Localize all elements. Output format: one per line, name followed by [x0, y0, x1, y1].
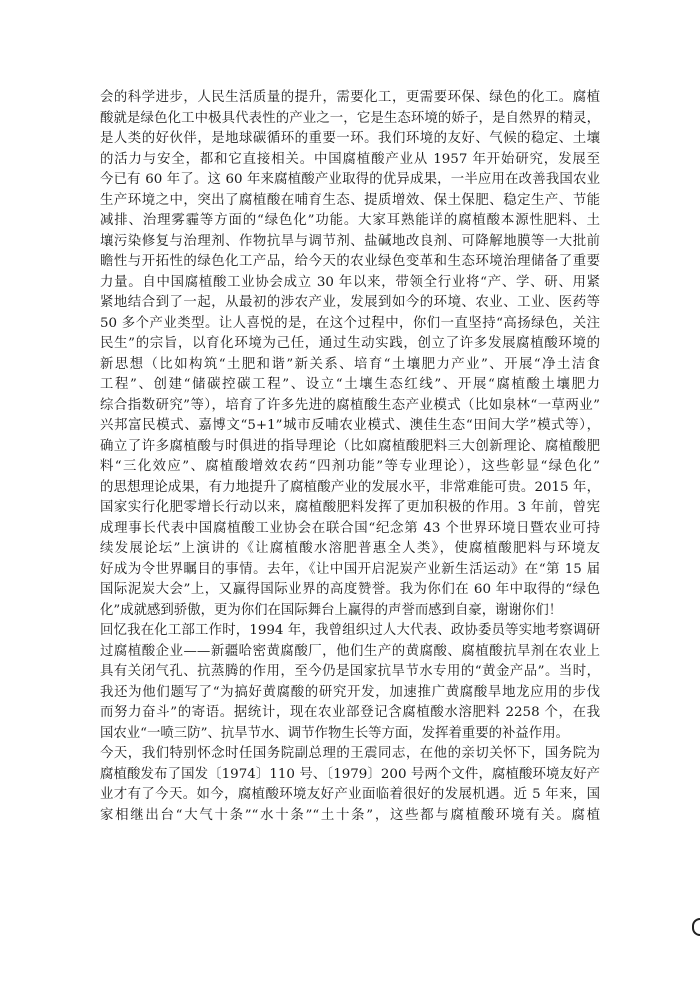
text-line: 腐植酸发布了国发〔1974〕110 号、〔1979〕200 号两个文件，腐植酸环境友好产	[100, 766, 600, 782]
text-line: 瞻性与开拓性的绿色化工产品，给今天的农业绿色变革和生态环境治理储备了重要	[100, 254, 600, 269]
text-line: 具有关闭气孔、抗蒸腾的作用，至今仍是国家抗旱节水专用的“黄金产品”。当时，	[100, 664, 600, 679]
text-line: 我还为他们题写了“为搞好黄腐酸的研究开发，加速推广黄腐酸旱地龙应用的步伐	[100, 684, 600, 700]
text-line: 成理事长代表中国腐植酸工业协会在联合国“纪念第 43 个世界环境日暨农业可持	[100, 520, 600, 536]
text-line: 回忆我在化工部工作时，1994 年，我曾组织过人大代表、政协委员等实地考察调研	[100, 623, 600, 638]
text-line: 国农业“一喷三防”、抗旱节水、调节作物生长等方面，发挥着重要的补益作用。	[100, 725, 569, 741]
text-line: 今已有 60 年了。这 60 年来腐植酸产业取得的优异成果，一半应用在改善我国农业	[100, 172, 600, 187]
text-line: 减排、治理雾霾等方面的“绿色化”功能。大家耳熟能详的腐植酸本源性肥料、土	[100, 213, 600, 228]
text-line: 综合指数研究”等），培育了许多先进的腐植酸生态产业模式（比如泉林“一草两业”	[100, 397, 600, 413]
text-line: 生产环境之中，突出了腐植酸在哺育生态、提质增效、保土保肥、稳定生产、节能	[100, 192, 600, 208]
text-line: 酸就是绿色化工中极具代表性的产业之一，它是生态环境的娇子，是自然界的精灵，	[100, 110, 600, 126]
text-line: 国际泥炭大会”上，又赢得国际业界的高度赞誉。我为你们在 60 年中取得的“绿色	[100, 582, 600, 597]
text-line: 好成为令世界瞩目的事情。去年，《让中国开启泥炭产业新生活运动》在“第 15 届	[100, 561, 600, 577]
text-line: 家相继出台“大气十条”“水十条”“土十条”，这些都与腐植酸环境有关。腐植	[100, 807, 600, 823]
text-line: 料“三化效应”、腐植酸增效农药“四剂功能”等专业理论），这些彰显“绿色化”	[100, 459, 600, 474]
text-line: 化”成就感到骄傲，更为你们在国际舞台上赢得的声誉而感到自豪，谢谢你们！	[100, 602, 563, 618]
text-line: 50 多个产业类型。让人喜悦的是，在这个过程中，你们一直坚持“高扬绿色，关注	[100, 315, 600, 331]
text-line: 业才有了今天。如今，腐植酸环境友好产业面临着很好的发展机遇。近 5 年来，国	[100, 787, 600, 802]
text-line: 过腐植酸企业——新疆哈密黄腐酸厂，他们生产的黄腐酸、腐植酸抗旱剂在农业上	[100, 643, 600, 659]
text-line: 是人类的好伙伴，是地球碳循环的重要一环。我们环境的友好、气候的稳定、土壤	[100, 131, 600, 146]
text-line: 会的科学进步，人民生活质量的提升，需要化工，更需要环保、绿色的化工。腐植	[100, 90, 600, 105]
text-line: 今天，我们特别怀念时任国务院副总理的王震同志，在他的亲切关怀下，国务院为	[100, 746, 600, 761]
document-body	[100, 88, 600, 826]
text-line: 国家实行化肥零增长行动以来，腐植酸肥料发挥了更加积极的作用。3 年前，曾宪	[100, 500, 600, 515]
text-line: 的活力与安全，都和它直接相关。中国腐植酸产业从 1957 年开始研究，发展至	[100, 151, 600, 167]
text-line: 的思想理论成果，有力地提升了腐植酸产业的发展水平，非常难能可贵。2015 年，	[100, 479, 600, 495]
text-line: 新思想（比如构筑“土肥和谐”新关系、培育“土壤肥力产业”、开展“净土洁食	[100, 356, 600, 372]
text-line: 力量。自中国腐植酸工业协会成立 30 年以来，带领全行业将“产、学、研、用紧	[100, 274, 600, 290]
text-line: 紧地结合到了一起，从最初的涉农产业，发展到如今的环境、农业、工业、医药等	[100, 295, 600, 310]
page-edge-mark	[692, 918, 700, 936]
text-line: 确立了许多腐植酸与时俱进的指导理论（比如腐植酸肥料三大创新理论、腐植酸肥	[100, 438, 600, 454]
text-line: 民生”的宗旨，以育化环境为己任，通过生动实践，创立了许多发展腐植酸环境的	[100, 336, 600, 351]
text-line: 工程”、创建“储碳控碳工程”、设立“土壤生态红线”、开展“腐植酸土壤肥力	[100, 377, 600, 392]
text-line: 壤污染修复与治理剂、作物抗旱与调节剂、盐碱地改良剂、可降解地膜等一大批前	[100, 233, 600, 249]
text-line: 续发展论坛”上演讲的《让腐植酸水溶肥普惠全人类》，使腐植酸肥料与环境友	[100, 541, 600, 556]
text-line: 兴邦富民模式、嘉博文“5+1”城市反哺农业模式、澳佳生态“田间大学”模式等），	[100, 418, 600, 433]
text-line: 而努力奋斗”的寄语。据统计，现在农业部登记含腐植酸水溶肥料 2258 个，在我	[100, 705, 600, 720]
